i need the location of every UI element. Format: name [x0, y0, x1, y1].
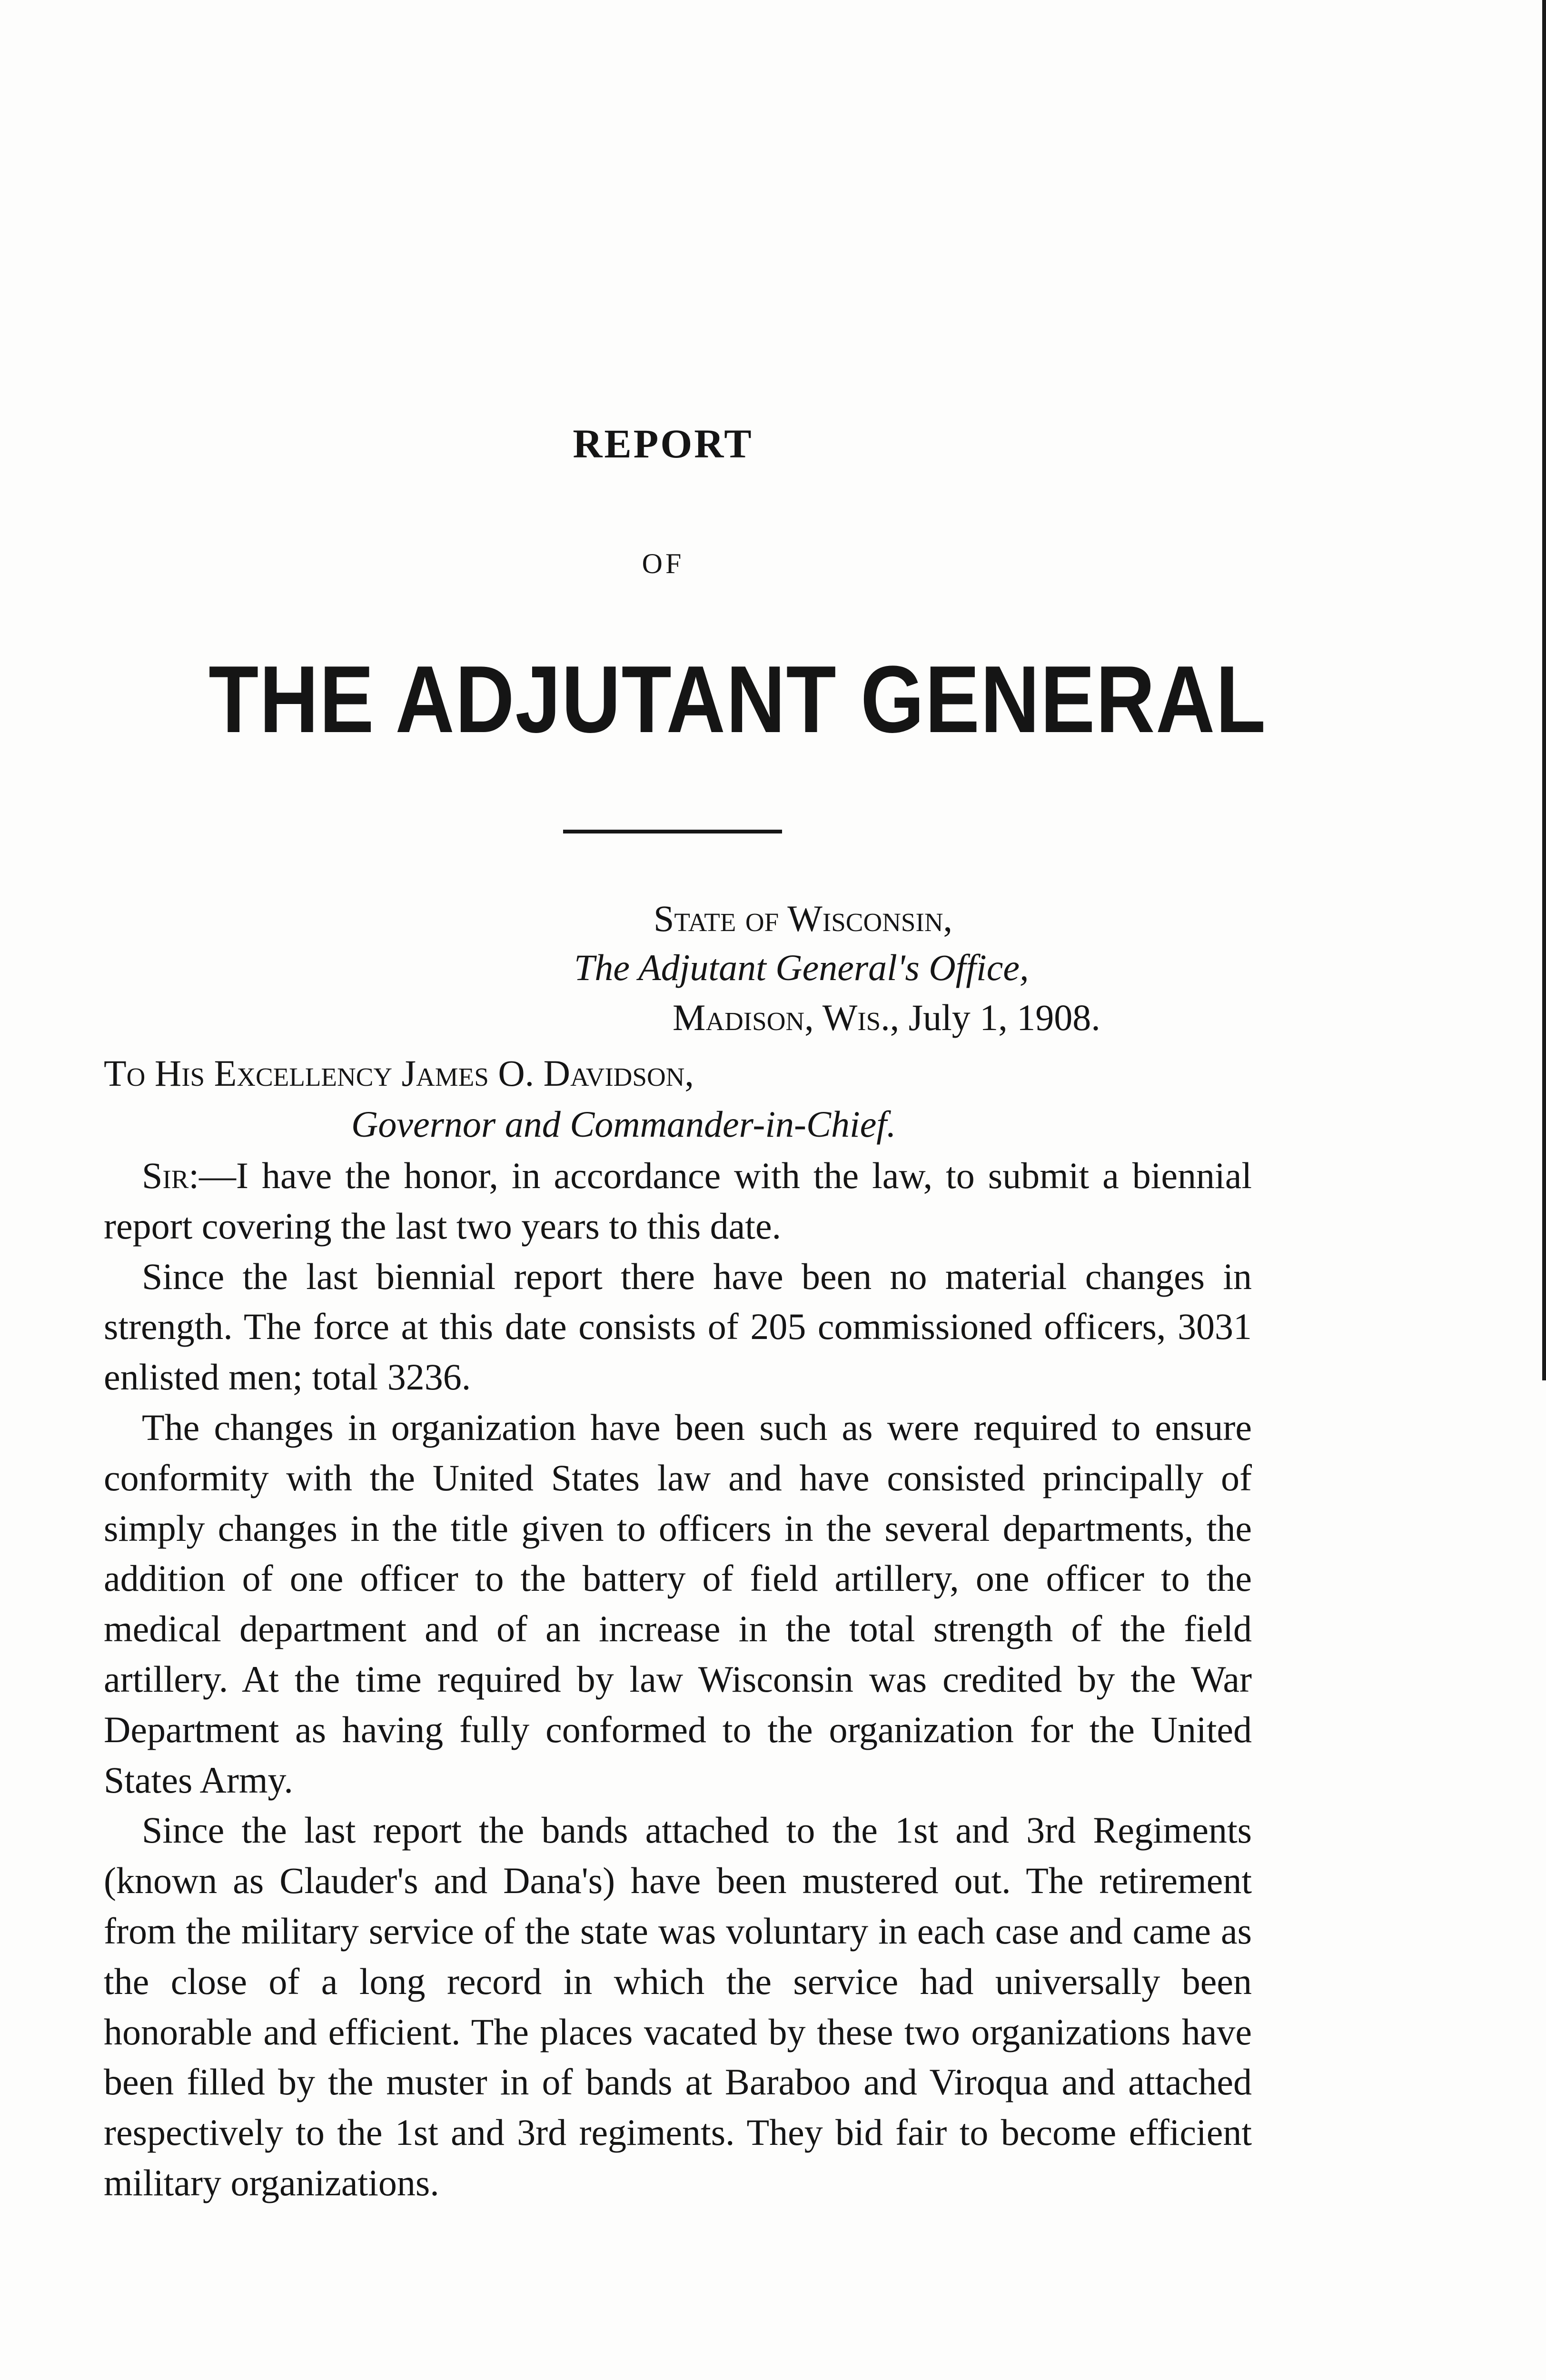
paragraph-1-text: :—I have the honor, in accordance with the law, to submit a biennial report covering the last two years to this date. [104, 1155, 1252, 1247]
salutation-prefix: To His Excellency [104, 1052, 393, 1094]
letter-body [104, 1150, 1252, 2208]
paragraph-4: Since the last report the bands attached to the 1st and 3rd Regiments (known as Clauder's and Dana's) have been mustered out. The retirement from the military service of the state was voluntary in each case and came as the close of a long record in which the service had universally been honorable and efficient. The places vacated by these two organizations have been filled by the muster in of bands at Baraboo and Viroqua and attached respectively to the 1st and 3rd regiments. They bid fair to become efficient military organizations. [104, 1809, 1252, 2203]
address-place: Madison, Wis., [673, 997, 900, 1038]
report-heading: REPORT [573, 421, 753, 466]
paragraph-3: The changes in organization have been such as were required to ensure conformity with the United States law and have consisted principally of simply changes in the title given to officers in the several departments, the addition of one officer to the battery of field artillery, one officer to the medical department and of an increase in the total strength of the field artillery. At the time required by law Wisconsin was credited by the War Department as having fully conformed to the organization for the United States Army. [104, 1406, 1252, 1801]
address-state: State of Wisconsin, [654, 898, 953, 939]
salutation-name: James O. Davidson, [401, 1052, 694, 1094]
address-date: July 1, 1908. [908, 997, 1100, 1038]
paragraph-1 [104, 1150, 1252, 1251]
salutation-title: Governor and Commander-in-Chief. [351, 1103, 896, 1145]
paragraph-2: Since the last biennial report there have been no material changes in strength. The force at this date consists of 205 commissioned officers, 3031 enlisted men; total 3236. [104, 1255, 1252, 1398]
paragraph-1-lead: Sir [142, 1155, 189, 1196]
title-divider [563, 830, 782, 833]
page-edge-shadow [1542, 0, 1546, 1380]
salutation-to [104, 1050, 694, 1097]
of-heading: OF [642, 548, 684, 579]
main-title: THE ADJUTANT GENERAL [208, 646, 1267, 753]
address-place-date [673, 994, 1100, 1041]
address-office: The Adjutant General's Office, [574, 947, 1029, 988]
